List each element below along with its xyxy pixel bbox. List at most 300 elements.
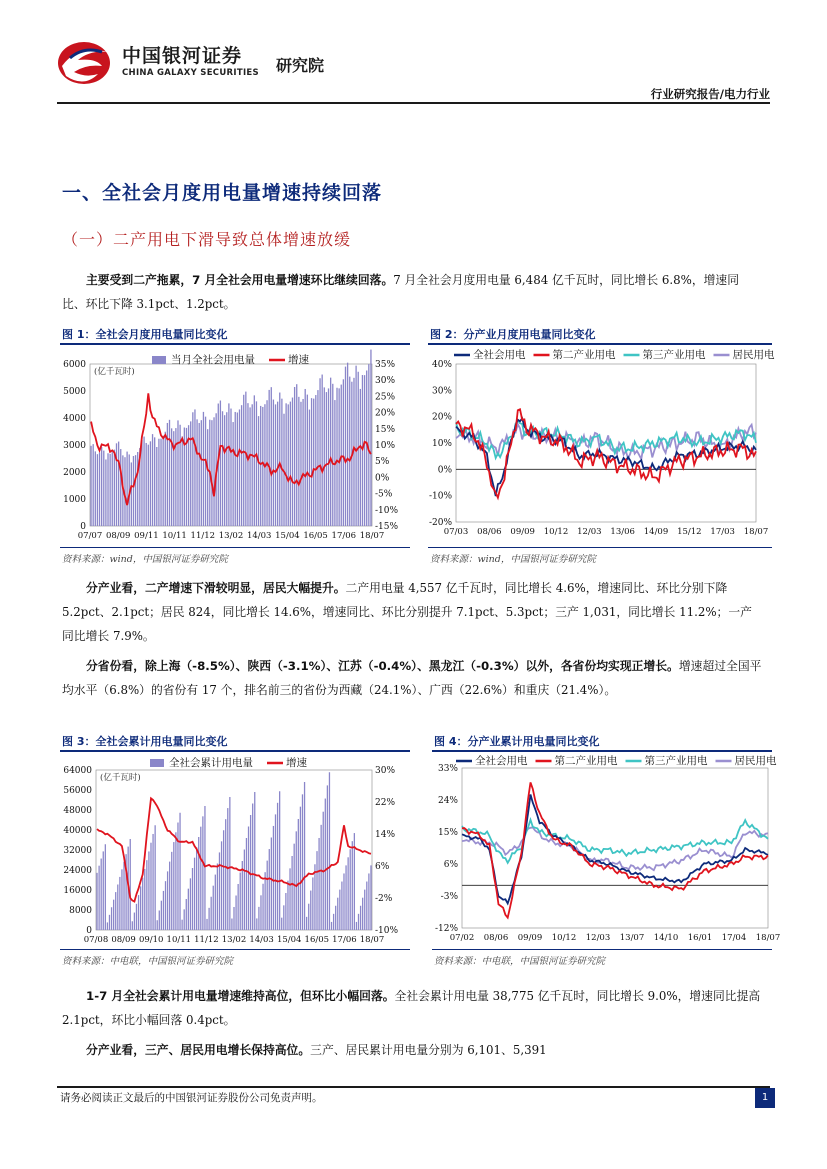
chart-cumulative-consumption	[60, 752, 410, 948]
bar	[370, 865, 371, 930]
bar	[315, 395, 316, 526]
bar	[368, 364, 369, 526]
bar	[131, 462, 132, 526]
bar	[341, 385, 342, 526]
x-tick-label: 17/06	[332, 935, 357, 945]
bar	[283, 905, 284, 930]
bar	[134, 913, 135, 930]
x-tick-label: 08/09	[105, 531, 131, 541]
y-right-tick-label: 35%	[375, 360, 396, 370]
bar	[133, 456, 134, 526]
legend-label-3: 居民用电	[734, 755, 777, 767]
bar	[173, 842, 174, 930]
bar	[285, 893, 286, 930]
brand-name-cn: 中国银河证券	[122, 45, 243, 67]
x-tick-label: 16/05	[304, 935, 330, 945]
bar	[304, 782, 305, 930]
bar	[366, 370, 367, 526]
legend-label-0: 当月全社会用电量	[171, 354, 255, 366]
bar	[356, 922, 357, 930]
bar	[162, 436, 163, 526]
bar	[192, 868, 193, 930]
bar	[208, 908, 209, 930]
bar	[118, 442, 119, 526]
bar	[250, 815, 251, 930]
y-right-tick-label: 0%	[375, 473, 390, 484]
bar	[238, 884, 239, 930]
bar	[152, 834, 153, 930]
figure-4-title: 图 4：分产业累计用电量同比变化	[434, 735, 600, 748]
y-left-tick-label: 1000	[63, 495, 86, 505]
bar	[152, 434, 153, 526]
bar	[240, 873, 241, 931]
bar	[207, 429, 208, 526]
x-tick-label: 09/10	[138, 935, 164, 945]
bar	[294, 387, 295, 526]
bar	[302, 794, 303, 930]
bar	[112, 452, 113, 526]
x-tick-label: 15/12	[677, 527, 702, 537]
legend-swatch-0	[152, 356, 166, 364]
section-heading: 一、全社会月度用电量增速持续回落	[62, 182, 383, 204]
bar	[267, 861, 268, 930]
bar	[260, 895, 261, 930]
figure-2-source: 资料来源：wind，中国银河证券研究院	[430, 554, 596, 565]
bar	[321, 825, 322, 930]
figure-3-source: 资料来源：中电联，中国银河证券研究院	[62, 956, 234, 967]
plot-frame	[96, 770, 372, 930]
y-left-tick-label: 16000	[63, 886, 92, 896]
paragraph-5-text: 三产、居民累计用电量分别为 6,101、5,391	[310, 1043, 547, 1057]
bar	[349, 377, 350, 526]
x-tick-label: 18/07	[359, 531, 385, 541]
x-tick-label: 14/10	[653, 933, 679, 943]
y-tick-label: -3%	[440, 892, 458, 902]
bar	[312, 877, 313, 930]
bar	[103, 851, 104, 930]
bar	[355, 366, 356, 526]
bar	[158, 439, 159, 526]
legend-label-0: 全社会用电	[473, 349, 526, 361]
bar	[107, 922, 108, 930]
bar	[256, 401, 257, 526]
bar	[322, 375, 323, 526]
unit-note: (亿千瓦时)	[94, 367, 135, 377]
bar	[269, 849, 270, 930]
bar	[331, 922, 332, 930]
bar	[343, 379, 344, 526]
legend-label-1: 增速	[288, 354, 309, 366]
y-tick-label: 40%	[431, 360, 452, 370]
x-tick-label: 10/11	[166, 935, 192, 945]
bar	[338, 388, 339, 526]
y-left-tick-label: 40000	[63, 826, 92, 836]
x-tick-label: 15/04	[275, 531, 300, 541]
bar	[202, 816, 203, 930]
bar	[319, 378, 320, 526]
bar	[126, 452, 127, 526]
x-tick-label: 09/09	[510, 527, 535, 537]
bar	[137, 452, 138, 526]
unit-note: (亿千瓦时)	[100, 773, 141, 783]
bar	[230, 409, 231, 526]
bar	[360, 389, 361, 526]
bar	[318, 838, 319, 930]
series-line-0	[462, 795, 768, 904]
bar	[181, 920, 182, 930]
bar	[132, 921, 133, 930]
bar	[148, 445, 149, 526]
bar	[177, 420, 178, 526]
bar	[264, 872, 265, 930]
x-tick-label: 10/11	[162, 531, 187, 541]
bar	[167, 871, 168, 930]
bar	[279, 791, 280, 930]
bar	[243, 395, 244, 526]
bar	[335, 906, 336, 930]
bar	[211, 897, 212, 930]
bar	[347, 857, 348, 930]
bar	[358, 914, 359, 930]
y-left-tick-label: 48000	[63, 806, 92, 816]
bar	[290, 402, 291, 526]
bar	[109, 915, 110, 930]
bar	[279, 393, 280, 526]
bar	[103, 451, 104, 526]
bar	[314, 864, 315, 930]
bar	[316, 851, 317, 930]
bar	[90, 446, 91, 526]
bar	[169, 862, 170, 930]
y-left-tick-label: 64000	[63, 766, 92, 776]
bar	[232, 422, 233, 526]
legend-label-1: 第二产业用电	[554, 755, 618, 767]
x-tick-label: 18/07	[755, 933, 781, 943]
paragraph-1-lead: 主要受到二产拖累，7 月全社会用电量增速环比继续回落。	[86, 273, 394, 287]
bar	[105, 844, 106, 930]
bar	[330, 378, 331, 526]
legend-label-1: 增速	[286, 757, 307, 769]
bar	[252, 404, 253, 526]
x-tick-label: 18/07	[743, 527, 769, 537]
bar	[179, 813, 180, 930]
x-tick-label: 16/01	[687, 933, 713, 943]
y-right-tick-label: 30%	[375, 766, 396, 776]
bar	[337, 898, 338, 930]
bar	[141, 440, 142, 526]
bar	[247, 403, 248, 526]
bar	[175, 428, 176, 526]
bar	[228, 403, 229, 526]
x-tick-label: 14/03	[246, 531, 272, 541]
x-tick-label: 10/12	[551, 933, 577, 943]
bar	[336, 388, 337, 526]
bar	[169, 420, 170, 526]
bar	[329, 772, 330, 930]
bar	[364, 890, 365, 930]
paragraph-3	[62, 654, 762, 702]
series-line-1	[462, 782, 768, 917]
bar	[213, 886, 214, 930]
legend-label-0: 全社会累计用电量	[169, 757, 253, 769]
bar	[254, 792, 255, 930]
y-left-tick-label: 24000	[63, 866, 92, 876]
y-tick-label: 10%	[431, 439, 452, 449]
bar	[345, 865, 346, 930]
bar	[302, 399, 303, 526]
bar	[347, 363, 348, 526]
y-left-tick-label: 6000	[63, 360, 86, 370]
bar	[252, 804, 253, 931]
paragraph-3-text: 增速超过全国平均水平（6.8%）的省份有 17 个，排名前三的省份为西藏（24.1%）、广西（22.6%）和重庆（21.4%）。	[62, 659, 762, 697]
bar	[157, 920, 158, 930]
y-left-tick-label: 2000	[63, 468, 86, 478]
x-tick-label: 11/12	[190, 531, 216, 541]
x-tick-label: 17/04	[721, 933, 747, 943]
chart-monthly-consumption	[60, 346, 410, 546]
x-tick-label: 08/06	[483, 933, 509, 943]
bar	[248, 827, 249, 931]
bar	[186, 899, 187, 930]
bar	[119, 877, 120, 930]
bar	[115, 892, 116, 930]
bar	[161, 901, 162, 930]
x-tick-label: 16/05	[303, 531, 328, 541]
bar	[239, 409, 240, 526]
bar	[311, 398, 312, 526]
bar	[310, 891, 311, 930]
y-left-tick-label: 5000	[63, 387, 86, 397]
figure-2-title: 图 2：分产业月度用电量同比变化	[430, 328, 596, 341]
bar	[184, 909, 185, 930]
bar	[307, 395, 308, 526]
bar	[244, 850, 245, 931]
y-right-tick-label: 5%	[375, 457, 390, 468]
bar	[165, 881, 166, 930]
footer-rule	[57, 1086, 770, 1088]
bar	[199, 423, 200, 526]
bar	[150, 441, 151, 526]
bar	[215, 875, 216, 930]
bar	[146, 860, 147, 930]
x-tick-label: 12/03	[585, 933, 611, 943]
bar	[235, 896, 236, 931]
bar	[95, 451, 96, 526]
bar	[175, 832, 176, 930]
bar	[324, 387, 325, 526]
figure-2-rule	[428, 343, 772, 345]
bar	[364, 375, 365, 526]
y-left-tick-label: 0	[80, 522, 86, 532]
bar	[231, 919, 232, 931]
bar	[327, 785, 328, 930]
bar	[117, 885, 118, 931]
bar	[213, 417, 214, 526]
bar	[113, 900, 114, 930]
bar	[194, 858, 195, 930]
bar	[101, 859, 102, 930]
x-tick-label: 07/02	[449, 933, 475, 943]
bar	[229, 797, 230, 930]
x-tick-label: 10/12	[543, 527, 569, 537]
header-rule	[57, 102, 770, 104]
y-right-tick-label: -2%	[375, 894, 393, 904]
bar	[196, 847, 197, 930]
y-left-tick-label: 3000	[63, 441, 86, 451]
footer-disclaimer: 请务必阅读正文最后的中国银河证券股份公司免责声明。	[60, 1092, 323, 1104]
paragraph-1-text: 7 月全社会月度用电量 6,484 亿千瓦时，同比增长 6.8%，增速同比、环比下降 3.1pct、1.2pct。	[62, 273, 740, 311]
bar	[154, 825, 155, 930]
figure-1-source: 资料来源：wind，中国银河证券研究院	[62, 554, 228, 565]
bar	[241, 405, 242, 526]
bar	[294, 844, 295, 930]
y-tick-label: -20%	[428, 518, 452, 528]
bar	[138, 895, 139, 930]
bar	[287, 881, 288, 930]
bar	[309, 410, 310, 526]
y-tick-label: 0%	[437, 465, 452, 476]
bar	[105, 459, 106, 526]
bar	[221, 841, 222, 930]
bar	[258, 907, 259, 930]
bar	[306, 917, 307, 930]
bar	[226, 412, 227, 526]
bar	[366, 882, 367, 930]
bar	[192, 412, 193, 526]
bar	[148, 851, 149, 930]
bar	[93, 444, 94, 526]
bar	[98, 866, 99, 930]
x-tick-label: 11/12	[194, 935, 219, 945]
page-number: 1	[755, 1088, 775, 1108]
bar	[317, 390, 318, 526]
report-type: 行业研究报告/电力行业	[650, 87, 770, 101]
bar	[206, 919, 207, 930]
bar	[328, 388, 329, 526]
bar	[254, 395, 255, 526]
y-tick-label: -12%	[434, 924, 458, 934]
x-tick-label: 17/06	[331, 531, 357, 541]
paragraph-4-text: 全社会累计用电量 38,775 亿千瓦时，同比增长 9.0%，增速同比提高 2.1pct，环比小幅回落 0.4pct。	[62, 989, 761, 1027]
bar	[111, 907, 112, 930]
bar	[275, 814, 276, 930]
bar	[222, 411, 223, 526]
bar	[352, 841, 353, 930]
y-right-tick-label: -5%	[375, 489, 393, 500]
bar	[233, 907, 234, 930]
bar	[140, 886, 141, 930]
figure-3-bottom-rule	[60, 949, 410, 950]
bar	[107, 453, 108, 526]
bar	[343, 873, 344, 930]
bar	[277, 803, 278, 930]
y-right-tick-label: 20%	[375, 408, 396, 419]
figure-4-bottom-rule	[432, 949, 772, 950]
x-tick-label: 14/03	[249, 935, 274, 945]
bar	[135, 455, 136, 526]
subsection-heading: （一）二产用电下滑导致总体增速放缓	[62, 230, 352, 249]
x-tick-label: 18/07	[359, 935, 385, 945]
bar	[204, 806, 205, 930]
x-tick-label: 17/03	[710, 527, 735, 537]
bar	[281, 918, 282, 930]
bar	[298, 819, 299, 930]
chart-sector-cumulative	[432, 752, 781, 948]
y-left-tick-label: 32000	[63, 846, 92, 856]
figure-3-title: 图 3：全社会累计用电量同比变化	[62, 735, 228, 748]
bar	[281, 399, 282, 526]
paragraph-4	[62, 984, 762, 1032]
bar	[275, 404, 276, 526]
bar	[285, 403, 286, 526]
figure-2-bottom-rule	[428, 547, 772, 548]
y-left-tick-label: 0	[86, 926, 92, 936]
bar	[242, 861, 243, 930]
y-tick-label: 30%	[431, 386, 452, 397]
bar	[120, 449, 121, 526]
y-right-tick-label: 30%	[375, 376, 396, 387]
bar	[258, 416, 259, 526]
bar	[300, 807, 301, 930]
bar	[269, 390, 270, 526]
bar	[360, 906, 361, 930]
bar	[345, 367, 346, 526]
galaxy-logo-icon	[56, 36, 116, 86]
bar	[203, 412, 204, 526]
figure-1-bottom-rule	[60, 547, 410, 548]
bar	[196, 419, 197, 526]
bar	[341, 882, 342, 930]
bar	[256, 918, 257, 930]
bar	[171, 852, 172, 930]
bar	[262, 407, 263, 526]
bar	[201, 420, 202, 526]
legend-label-1: 第二产业用电	[552, 349, 616, 361]
bar	[296, 831, 297, 930]
x-tick-label: 08/06	[477, 527, 502, 537]
bar	[217, 864, 218, 931]
bar	[225, 819, 226, 930]
bar	[289, 868, 290, 930]
x-tick-label: 12/03	[577, 527, 602, 537]
paragraph-2-lead: 分产业看，二产增速下滑较明显，居民大幅提升。	[86, 581, 346, 595]
bar	[262, 884, 263, 930]
bar	[333, 914, 334, 930]
x-tick-label: 08/09	[111, 935, 136, 945]
x-tick-label: 13/07	[619, 933, 645, 943]
bar	[339, 890, 340, 930]
bar	[224, 415, 225, 526]
y-right-tick-label: 10%	[375, 441, 396, 451]
y-right-tick-label: 25%	[375, 392, 396, 403]
bar	[156, 447, 157, 526]
bar	[144, 869, 145, 930]
bar	[205, 417, 206, 526]
bar	[143, 437, 144, 526]
x-tick-label: 13/02	[221, 935, 247, 945]
paragraph-4-lead: 1-7 月全社会累计用电量增速维持高位，但环比小幅回落。	[86, 989, 395, 1003]
bar	[130, 839, 131, 930]
y-right-tick-label: 6%	[375, 862, 390, 872]
paragraph-3-lead: 分省份看，除上海（-8.5%）、陕西（-3.1%）、江苏（-0.4%）、黑龙江（-0.3%）以外，各省份均实现正增长。	[86, 659, 679, 673]
legend-label-2: 第三产业用电	[644, 755, 708, 767]
bar	[114, 450, 115, 526]
bar	[190, 878, 191, 930]
bar	[368, 873, 369, 930]
paragraph-2	[62, 576, 762, 648]
bar	[273, 826, 274, 930]
bar	[154, 437, 155, 526]
